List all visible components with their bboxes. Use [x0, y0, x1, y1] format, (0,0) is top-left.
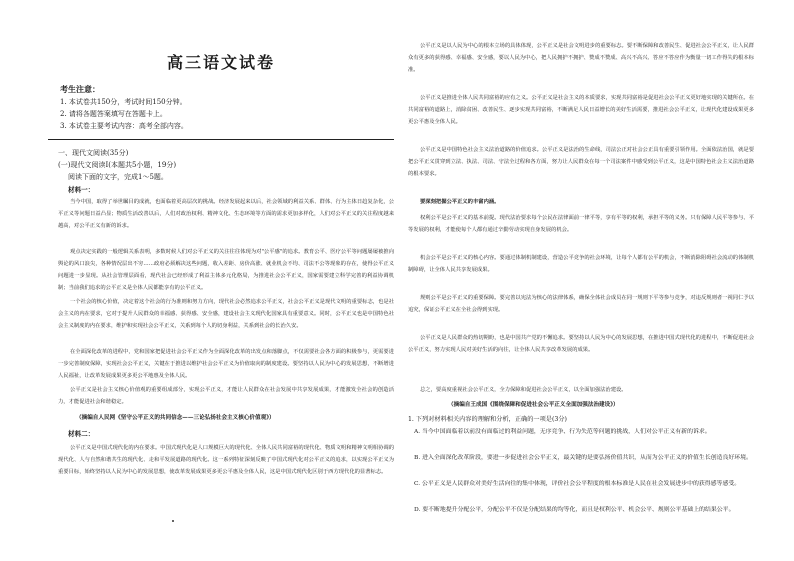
option-b: B. 进入全面深化改革阶段，要进一步促进社会公平正义，最关键的是要弘扬价值共识，从而为公平正义的价值生长创造良好环境。 — [414, 455, 752, 461]
paragraph: 公平正义是推进全体人民共同富裕的应有之义。公平正义是社会主义的本质要求，实现共同富裕是促进社会公平正义更好地实现的关键所在。在共同富裕的道路上，消除贫困、改善民生、逐步实现共同富裕，不断满足人民日益增长的美好生活需要，推进社会公平正义，让现代化建设成果更多更公平惠及全体人民。 — [408, 95, 754, 125]
paragraph: 在全面深化改革的进程中，党和国家把促进社会公平正义作为全面深化改革的出发点和落脚点，不仅需要社会各方面的积极参与，更需要进一步完善制度保障，实现社会公平正义，关键在于推进以维护社会公平正义为价值取向的制度建设。要坚持以人民为中心的发展思想，不断增进人民福祉，让改革发展成果更多更公平地惠及全体人民。 — [58, 349, 394, 379]
section-heading: 一、现代文阅读(35分) — [58, 149, 129, 157]
paragraph: 规则公平是公平正义的重要保障。要完善以宪法为核心的法律体系，确保全体社会成员在同一规则下平等参与竞争，对违反规则者一视同仁予以追究，保证公平正义在全社会得到实现。 — [408, 295, 754, 313]
paragraph: 权利公平是公平正义的基本前提。现代法治要求每个公民在法律面前一律平等，享有平等的权利，承担平等的义务。只有保障人民平等参与、平等发展的权利，才能使每个人都有通过辛勤劳动实现自身发展的机会。 — [408, 215, 754, 233]
paragraph: 要深刻把握公平正义的丰富内涵。 — [420, 199, 500, 205]
page-mark — [172, 520, 174, 522]
option-a: A. 当今中国面临着以前没有面临过的利益问题，无序竞争、行为失范等问题的挑战，人们对公平正义有新的诉求。 — [414, 429, 711, 435]
paragraph: 公平正义是中国特色社会主义法治道路的价值追求。公平正义是法治的生命线，司法公正对社会公正具有重要引领作用。全面依法治国，就是要把公平正义贯穿到立法、执法、司法、守法全过程和各方面，努力让人民群众在每一个司法案件中感受到公平正义，这是中国特色社会主义法治道路的根本要求。 — [408, 147, 754, 177]
page-title: 高三语文试卷 — [166, 53, 275, 72]
instruction: 阅读下面的文字，完成1～5题。 — [68, 173, 168, 181]
source-citation: （摘编自王成国《围绕保障和促进社会公平正义全面加强法治建设》） — [448, 402, 619, 408]
paragraph: 当今中国，取得了举世瞩目的成就，也面临着更高层次的挑战。经济发展起来以后，社会领域的利益关系、群体、行为主体日趋复杂化，公平正义等问题日益凸显；物质生活改善以后，人们对政治权利、精神文化、生态环境等方面的需求更加多样化，人们对公平正义的关注程度越来越高，对公平正义有新的诉求。 — [58, 199, 394, 229]
paragraph: 总之，要高度重视社会公平正义，全力保障和促进社会公平正义，以全面加强法治建设。 — [420, 387, 627, 393]
notice-divider — [48, 139, 394, 140]
paragraph: 公平正义是人民群众的热切期盼，也是中国共产党的不懈追求。要坚持以人民为中心的发展思想，在推进中国式现代化的进程中，不断促进社会公平正义，努力实现人民对美好生活的向往，让全体人民共享改革发展的成果。 — [408, 335, 754, 353]
right-column — [408, 0, 754, 561]
option-c: C. 公平正义是人民群众对美好生活向往的集中体现，评价社会公平程度的根本标准是人民在社会发展进步中的获得感等感受。 — [414, 481, 741, 487]
paragraph: 机会公平是公平正义的核心内容。要通过体制机制建设，营造公平竞争的社会环境，让每个人都有公平的机会，不断消除阻碍社会流动的体制机制障碍，让全体人民共享发展成果。 — [408, 255, 754, 273]
notice-line: 2. 请将各题答案填写在答题卡上。 — [60, 110, 167, 118]
question-1: 1. 下列对材料相关内容的理解和分析，正确的一项是(3分) — [408, 416, 567, 423]
option-d: D. 要不断地提升分配公平，分配公平不仅是分配结果的均等化，而且是权利公平、机会公平、规则公平基础上的结果公平。 — [414, 507, 735, 513]
paragraph: 公平正义是中国式现代化的内在要求。中国式现代化是人口规模巨大的现代化、全体人民共同富裕的现代化、物质文明和精神文明相协调的现代化、人与自然和谐共生的现代化、走和平发展道路的现代化。这一系列特征深刻反映了中国式现代化对公平正义的追求，以实现公平正义为重要目标，始终坚持以人民为中心的发展思想，使改革发展成果更多更公平惠及全体人民，这是中国式现代化区别于西方现代化的显著标志。 — [58, 445, 394, 475]
notice-line: 3. 本试卷主要考试内容：高考全部内容。 — [60, 122, 188, 130]
paragraph: 观点决定实践的一般逻辑关系表明，多数时候人们对公平正义的关注往往体现为对"公平感"的追求。教育公平、医疗公平等问题屡屡被推向舆论的风口浪尖，各种情况层出不穷……政府必须解决这些问题，收入差距、房价高涨、就业机会不均、司法不公等现象的存在，使得公平正义问题进一步显现。从社会管理层面看，现代社会已经形成了利益主体多元化格局，为推进社会公平正义，国家需要建立科学完善的利益协调机制；当前我们追求的公平正义是全体人民都能享有的公平正义。 — [58, 249, 394, 291]
paragraph: 公平正义是以人民为中心的根本立场的具体体现，公平正义是社会文明进步的重要标志。要不断保障和改善民生、促进社会公平正义，让人民群众有更多的获得感、幸福感、安全感，要以人民为中心，把人民拥护不拥护、赞成不赞成、高兴不高兴、答应不答应作为衡量一切工作得失的根本标准。 — [408, 43, 754, 73]
material-2-label: 材料二： — [68, 430, 95, 438]
notice-line: 1. 本试卷共150分，考试时间150分钟。 — [60, 98, 187, 106]
material-1-label: 材料一： — [68, 186, 95, 194]
source-citation: （摘编自人民网《坚守公平正义的共同信念——三论弘扬社会主义核心价值观》） — [76, 415, 275, 421]
paragraph: 一个社会的核心价值，决定着这个社会的行为准则和努力方向，现代社会必然追求公平正义，社会公平正义是现代文明的重要标志，也是社会主义的内在要求，它对于提升人民群众的幸福感、获得感、安全感，建设社会主义现代化国家具有重要意义。同时，公平正义也是中国特色社会主义制度的内在要求，维护和实现社会公平正义，关系到每个人的切身利益，关系到社会的长治久安。 — [58, 299, 394, 329]
notice-title: 考生注意： — [60, 84, 100, 94]
paragraph: 公平正义是社会主义核心价值观的重要组成部分，实现公平正义，才能让人民群众在社会发展中共享发展成果，才能激发全社会的创造活力，才能促进社会和谐稳定。 — [58, 387, 394, 405]
subsection-heading: (一)现代文阅读Ⅰ(本题共5小题，19分) — [58, 161, 177, 169]
left-column — [48, 0, 394, 561]
